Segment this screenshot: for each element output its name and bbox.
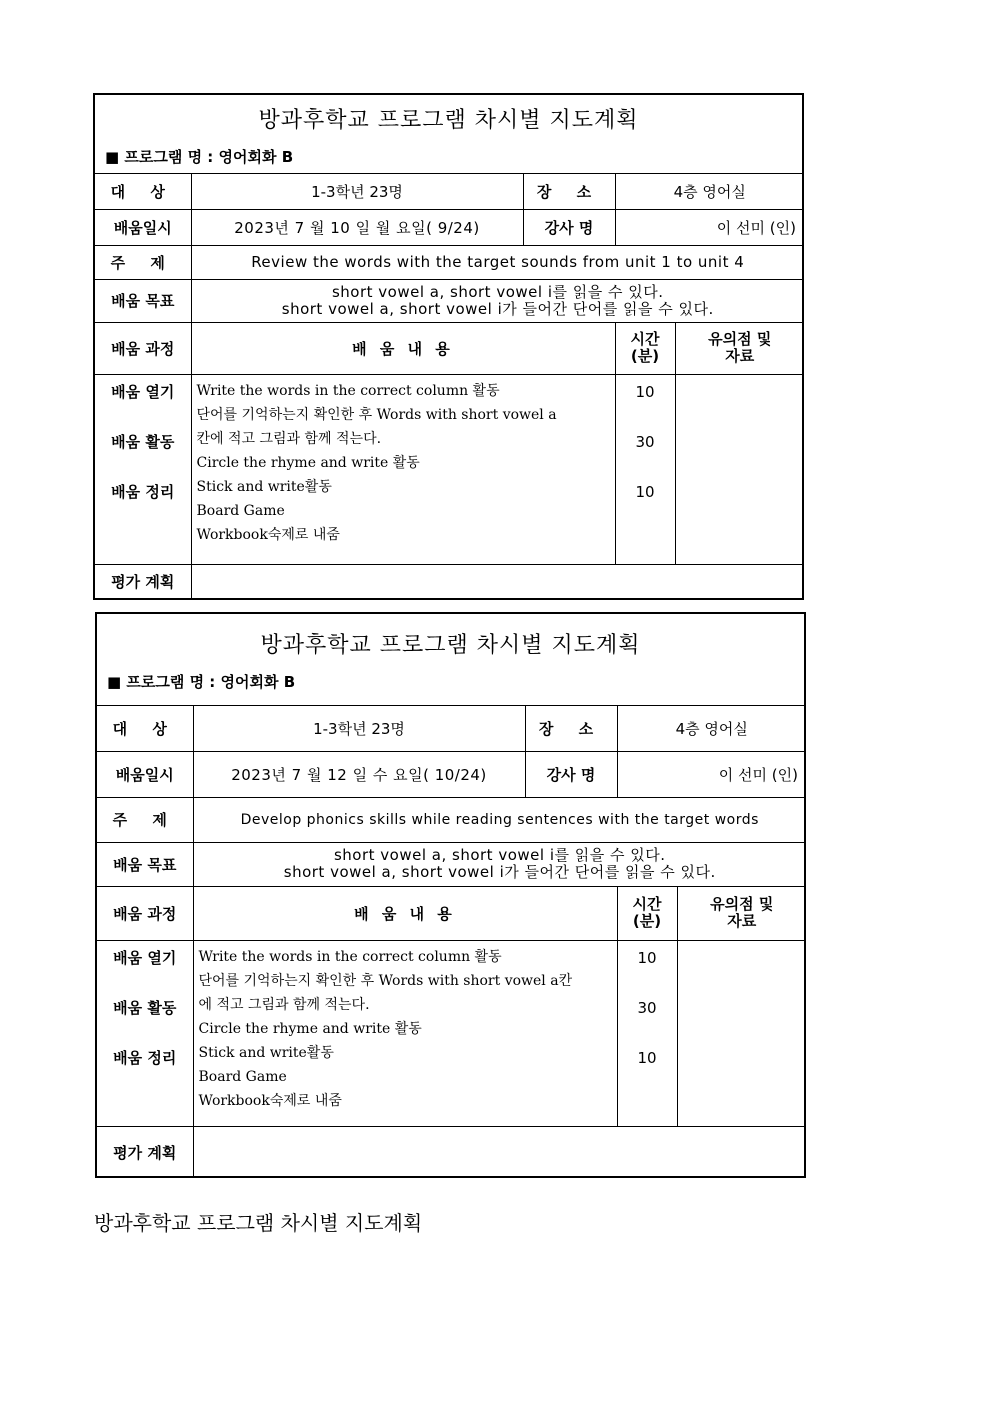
target-value: 1-3학년 23명 xyxy=(193,706,525,751)
stage-list xyxy=(95,374,191,564)
target-label: 대 상 xyxy=(95,174,191,209)
content-line: Stick and write활동 xyxy=(198,1044,334,1061)
content-line: Write the words in the correct column 활동 xyxy=(196,382,500,399)
process-label: 배움 과정 xyxy=(97,886,193,940)
stage-closing: 배움 정리 xyxy=(113,1048,177,1067)
goal-line-2: short vowel a, short vowel i가 들어간 단어를 읽을 수 있다. xyxy=(283,863,716,881)
goal-line-1: short vowel a, short vowel i를 읽을 수 있다. xyxy=(331,282,664,301)
time-activity: 30 xyxy=(637,998,657,1017)
program-name: ■ 프로그램 명 : 영어회화 B xyxy=(105,148,294,166)
content-header: 배 움 내 용 xyxy=(191,322,615,374)
teacher-label: 강사 명 xyxy=(523,209,615,245)
place-value: 4층 영어실 xyxy=(615,174,804,209)
process-label: 배움 과정 xyxy=(95,322,191,374)
eval-value xyxy=(193,1126,806,1178)
date-value: 2023년 7 월 10 일 월 요일( 9/24) xyxy=(191,209,523,245)
topic-value: Develop phonics skills while reading sentences with the target words xyxy=(193,797,806,842)
time-header: 시간 (분) xyxy=(617,886,677,940)
date-label: 배움일시 xyxy=(95,209,191,245)
content-line: Board Game xyxy=(198,1068,287,1085)
plan-title: 방과후학교 프로그램 차시별 지도계획 xyxy=(260,633,641,658)
stage-activity: 배움 활동 xyxy=(111,432,175,451)
notes-header: 유의점 및 자료 xyxy=(675,322,804,374)
content-line: Stick and write활동 xyxy=(196,478,332,495)
goal-line-1: short vowel a, short vowel i를 읽을 수 있다. xyxy=(333,846,666,864)
time-closing: 10 xyxy=(637,1048,657,1067)
time-activity: 30 xyxy=(635,432,655,451)
teacher-label: 강사 명 xyxy=(525,751,617,797)
content-line: Board Game xyxy=(196,502,285,519)
topic-label: 주 제 xyxy=(95,245,191,279)
lesson-content xyxy=(193,940,617,1126)
time-list xyxy=(615,374,675,564)
stage-opening: 배움 열기 xyxy=(111,382,175,401)
time-closing: 10 xyxy=(635,482,655,501)
place-value: 4층 영어실 xyxy=(617,706,806,751)
lesson-plan-2 xyxy=(95,612,806,1178)
content-line: Workbook숙제로 내줌 xyxy=(196,526,340,543)
notes-header: 유의점 및 자료 xyxy=(677,886,806,940)
content-line: 단어를 기억하는지 확인한 후 Words with short vowel a칸 xyxy=(198,972,573,989)
notes-cell xyxy=(675,374,804,564)
date-value: 2023년 7 월 12 일 수 요일( 10/24) xyxy=(193,751,525,797)
plan-header xyxy=(97,614,804,706)
content-line: 에 적고 그림과 함께 적는다. xyxy=(198,996,370,1013)
time-opening: 10 xyxy=(635,382,655,401)
stage-activity: 배움 활동 xyxy=(113,998,177,1017)
stage-closing: 배움 정리 xyxy=(111,482,175,501)
target-value: 1-3학년 23명 xyxy=(191,174,523,209)
goal-label: 배움 목표 xyxy=(95,279,191,322)
target-label: 대 상 xyxy=(97,706,193,751)
content-header: 배 움 내 용 xyxy=(193,886,617,940)
plan-title: 방과후학교 프로그램 차시별 지도계획 xyxy=(258,108,639,133)
goal-line-2: short vowel a, short vowel i가 들어간 단어를 읽을 수 있다. xyxy=(281,299,714,318)
teacher-value: 이 선미 (인) xyxy=(617,751,806,797)
eval-label: 평가 계획 xyxy=(95,564,191,599)
stage-opening: 배움 열기 xyxy=(113,948,177,967)
eval-value xyxy=(191,564,804,599)
content-line: 단어를 기억하는지 확인한 후 Words with short vowel a xyxy=(196,406,557,423)
goal-label: 배움 목표 xyxy=(97,842,193,886)
trailing-title: 방과후학교 프로그램 차시별 지도계획 xyxy=(94,1211,423,1235)
topic-label: 주 제 xyxy=(97,797,193,842)
teacher-value: 이 선미 (인) xyxy=(615,209,804,245)
content-line: Workbook숙제로 내줌 xyxy=(198,1092,342,1109)
content-line: Circle the rhyme and write 활동 xyxy=(198,1020,422,1037)
lesson-plan-1 xyxy=(93,93,804,600)
lesson-content xyxy=(191,374,615,564)
place-label: 장 소 xyxy=(523,174,615,209)
program-name: ■ 프로그램 명 : 영어회화 B xyxy=(107,673,296,691)
goal-value xyxy=(191,279,804,322)
plan-header xyxy=(95,95,802,174)
content-line: Circle the rhyme and write 활동 xyxy=(196,454,420,471)
content-line: 칸에 적고 그림과 함께 적는다. xyxy=(196,430,382,447)
plan-table xyxy=(95,174,804,599)
time-list xyxy=(617,940,677,1126)
topic-value: Review the words with the target sounds from unit 1 to unit 4 xyxy=(191,245,804,279)
content-line: Write the words in the correct column 활동 xyxy=(198,948,502,965)
eval-label: 평가 계획 xyxy=(97,1126,193,1178)
plan-table xyxy=(97,706,806,1178)
date-label: 배움일시 xyxy=(97,751,193,797)
stage-list xyxy=(97,940,193,1126)
goal-value xyxy=(193,842,806,886)
time-header: 시간 (분) xyxy=(615,322,675,374)
notes-cell xyxy=(677,940,806,1126)
time-opening: 10 xyxy=(637,948,657,967)
place-label: 장 소 xyxy=(525,706,617,751)
